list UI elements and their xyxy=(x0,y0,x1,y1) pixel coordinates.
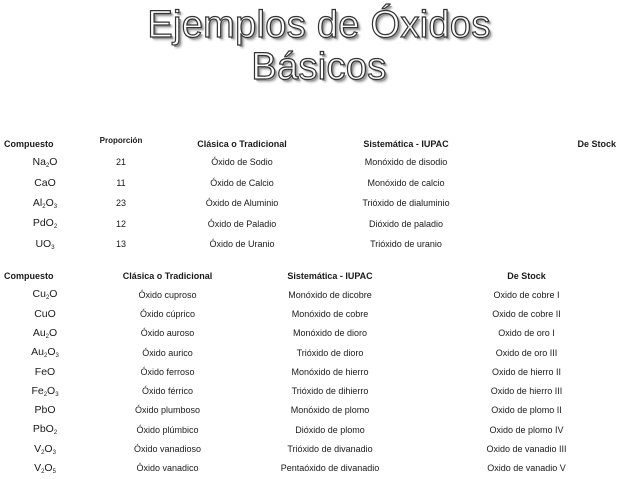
formula-subscript: 2 xyxy=(53,430,58,437)
table-row xyxy=(0,362,638,381)
formula-element: Fe xyxy=(31,384,44,397)
iupac-cell: Trióxido de uranio xyxy=(370,239,442,250)
table-row xyxy=(0,459,638,478)
formula-subscript: 2 xyxy=(41,468,45,475)
clasica-cell: Óxido vanadico xyxy=(136,463,199,474)
formula-cell xyxy=(0,214,90,235)
column-header: Clásica o Tradicional xyxy=(197,139,287,149)
table-row xyxy=(0,285,638,304)
proporcion-cell: 12 xyxy=(115,218,126,229)
formula-cell xyxy=(0,234,90,255)
iupac-cell: Dióxido de paladio xyxy=(368,218,444,229)
clasica-cell: Óxido férrico xyxy=(141,386,194,397)
clasica-cell: Óxido cúprico xyxy=(139,308,196,319)
table-row xyxy=(0,193,638,214)
iupac-cell: Monóxido de disodio xyxy=(364,157,448,168)
clasica-cell: Óxido aurico xyxy=(142,347,193,358)
formula-element: O xyxy=(44,461,53,474)
iupac-cell: Trióxido de divanadio xyxy=(287,444,373,455)
stock-cell: Oxido de oro III xyxy=(495,347,558,358)
table-row xyxy=(0,343,638,362)
iupac-cell: Monóxido de dicobre xyxy=(288,289,372,300)
formula-subscript: 3 xyxy=(52,449,56,456)
slide-title-line2: Básicos xyxy=(251,46,387,88)
proporcion-cell: 13 xyxy=(115,239,126,250)
formula-element: O xyxy=(45,196,54,209)
stock-cell: Oxido de hierro II xyxy=(491,366,562,377)
iupac-cell: Monóxido de plomo xyxy=(290,405,370,416)
table-row xyxy=(0,420,638,439)
formula-cell xyxy=(0,459,90,478)
formula-element: O xyxy=(47,384,56,397)
slide-title xyxy=(0,4,638,88)
clasica-cell: Óxido de Aluminio xyxy=(205,198,279,209)
column-header: De Stock xyxy=(577,139,616,149)
table-row xyxy=(0,173,638,194)
formula-subscript: 2 xyxy=(43,391,48,398)
column-header: De Stock xyxy=(507,270,546,281)
formula-element: FeO xyxy=(34,365,56,378)
clasica-cell: Óxido ferroso xyxy=(140,366,195,377)
formula-element: O xyxy=(49,155,58,168)
clasica-cell: Óxido de Paladio xyxy=(207,218,277,229)
stock-cell xyxy=(480,173,638,194)
formula-element: O xyxy=(47,346,56,359)
table-row xyxy=(0,152,638,173)
table-row xyxy=(0,381,638,400)
formula-cell xyxy=(0,193,90,214)
formula-cell xyxy=(0,304,90,323)
formula-subscript: 2 xyxy=(45,295,50,302)
clasica-cell: Óxido de Sodio xyxy=(211,157,273,168)
clasica-cell: Óxido plumboso xyxy=(134,405,201,416)
table-row xyxy=(0,324,638,343)
formula-subscript: 2 xyxy=(53,224,58,231)
formula-element: O xyxy=(49,326,58,339)
formula-subscript: 2 xyxy=(42,203,46,210)
formula-cell xyxy=(0,420,90,439)
formula-element: Na xyxy=(32,155,46,168)
proporcion-cell: 23 xyxy=(115,198,126,209)
proporcion-cell: 11 xyxy=(116,177,126,188)
table-row xyxy=(0,439,638,458)
stock-cell: Oxido de cobre I xyxy=(493,289,560,300)
stock-cell: Oxido de plomo II xyxy=(491,405,562,416)
table-header-row xyxy=(0,136,638,152)
clasica-cell: Óxido de Calcio xyxy=(210,177,274,188)
stock-cell: Oxido de vanadio V xyxy=(487,463,566,474)
clasica-cell: Óxido vanadioso xyxy=(133,444,202,455)
iupac-cell: Monóxido de dioro xyxy=(292,328,368,339)
column-header: Sistemática - IUPAC xyxy=(363,139,449,149)
formula-element: Au xyxy=(32,326,46,339)
formula-subscript: 3 xyxy=(55,391,59,398)
column-header: Clásica o Tradicional xyxy=(122,270,213,281)
column-header: Compuesto xyxy=(4,139,54,149)
iupac-cell: Pentaóxido de divanadio xyxy=(280,463,380,474)
iupac-cell: Monóxido de cobre xyxy=(291,308,369,319)
formula-element: CuO xyxy=(34,307,56,320)
iupac-cell: Trióxido de dioro xyxy=(296,347,364,358)
table-row xyxy=(0,214,638,235)
formula-element: Au xyxy=(31,346,44,359)
formula-element: Al xyxy=(32,196,43,209)
formula-cell xyxy=(0,401,90,420)
formula-element: UO xyxy=(35,237,52,250)
iupac-cell: Monóxido de calcio xyxy=(367,177,445,188)
formula-element: O xyxy=(44,442,53,455)
formula-element: V xyxy=(34,461,42,474)
clasica-cell: Óxido de Uranio xyxy=(209,239,275,250)
formula-cell xyxy=(0,381,90,400)
formula-subscript: 2 xyxy=(45,162,50,169)
proporcion-cell: 21 xyxy=(115,157,126,168)
column-header: Proporción xyxy=(99,136,143,145)
clasica-cell: Óxido plúmbico xyxy=(136,424,199,435)
column-header: Compuesto xyxy=(4,270,54,281)
iupac-cell: Monóxido de hierro xyxy=(291,366,369,377)
stock-cell xyxy=(480,193,638,214)
formula-cell xyxy=(0,285,90,304)
formula-element: PbO xyxy=(32,423,54,436)
formula-element: CaO xyxy=(34,176,56,189)
iupac-cell: Dióxido de plomo xyxy=(295,424,365,435)
formula-cell xyxy=(0,439,90,458)
formula-subscript: 3 xyxy=(51,244,55,251)
stock-cell xyxy=(480,214,638,235)
formula-cell xyxy=(0,343,90,362)
oxides-table-nomenclature xyxy=(0,266,638,478)
slide-title-line1: Ejemplos de Óxidos xyxy=(147,4,491,46)
formula-subscript: 2 xyxy=(43,353,48,360)
stock-cell: Oxido de cobre II xyxy=(492,308,561,319)
formula-cell xyxy=(0,152,90,173)
formula-element: PdO xyxy=(32,217,54,230)
table-header-row xyxy=(0,266,638,285)
clasica-cell: Óxido auroso xyxy=(140,328,195,339)
clasica-cell: Óxido cuproso xyxy=(138,289,197,300)
stock-cell: Oxido de hierro III xyxy=(490,386,563,397)
table-row xyxy=(0,234,638,255)
oxides-table-proportion xyxy=(0,136,638,255)
column-header: Sistemática - IUPAC xyxy=(287,270,373,281)
table-row xyxy=(0,401,638,420)
formula-subscript: 2 xyxy=(41,449,45,456)
iupac-cell: Trióxido de dialuminio xyxy=(362,198,450,209)
formula-element: PbO xyxy=(34,404,56,417)
formula-subscript: 3 xyxy=(53,203,58,210)
formula-subscript: 2 xyxy=(45,333,49,340)
stock-cell: Oxido de oro I xyxy=(498,328,555,339)
formula-subscript: 3 xyxy=(55,353,59,360)
formula-cell xyxy=(0,324,90,343)
stock-cell: Oxido de plomo IV xyxy=(489,424,564,435)
formula-cell xyxy=(0,173,90,194)
stock-cell: Oxido de vanadio III xyxy=(486,444,567,455)
formula-element: O xyxy=(49,288,58,301)
formula-subscript: 5 xyxy=(52,468,56,475)
iupac-cell: Trióxido de dihierro xyxy=(291,386,369,397)
formula-element: Cu xyxy=(32,288,46,301)
stock-cell xyxy=(480,152,638,173)
formula-element: V xyxy=(34,442,42,455)
table-row xyxy=(0,304,638,323)
stock-cell xyxy=(480,234,638,255)
formula-cell xyxy=(0,362,90,381)
